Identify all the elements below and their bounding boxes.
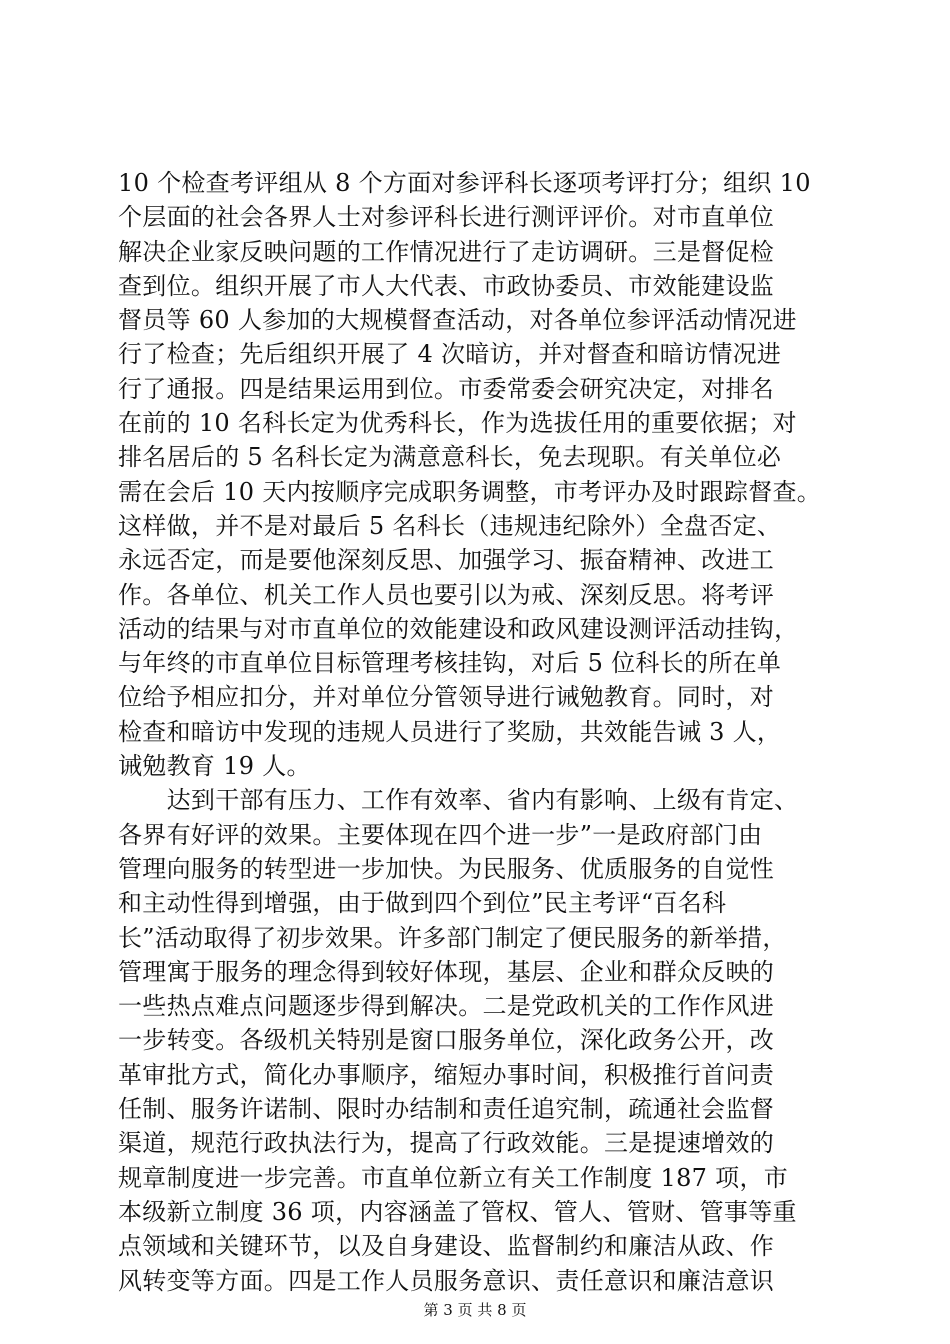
text-line: 革审批方式，简化办事顺序，缩短办事时间，积极推行首问责 (118, 1060, 775, 1089)
text-line: 解决企业家反映问题的工作情况进行了走访调研。三是督促检 (118, 237, 775, 266)
text-line: 个层面的社会各界人士对参评科长进行测评评价。对市直单位 (118, 203, 775, 232)
text-line: 长”活动取得了初步效果。许多部门制定了便民服务的新举措， (118, 923, 787, 952)
text-line: 永远否定，而是要他深刻反思、加强学习、振奋精神、改进工 (118, 546, 775, 575)
text-line: 排名居后的 5 名科长定为满意意科长，免去现职。有关单位必 (118, 443, 782, 472)
text-line: 达到干部有压力、工作有效率、省内有影响、上级有肯定、 (118, 786, 799, 815)
text-line: 管理寓于服务的理念得到较好体现，基层、企业和群众反映的 (118, 957, 775, 986)
text-line: 位给予相应扣分，并对单位分管领导进行诫勉教育。同时，对 (118, 683, 775, 712)
text-line: 需在会后 10 天内按顺序完成职务调整，市考评办及时跟踪督查。 (118, 477, 822, 506)
text-line: 一些热点难点问题逐步得到解决。二是党政机关的工作作风进 (118, 992, 775, 1021)
text-line: 和主动性得到增强，由于做到四个到位”民主考评“百名科 (118, 889, 727, 918)
text-line: 渠道，规范行政执法行为，提高了行政效能。三是提速增效的 (118, 1129, 775, 1158)
text-line: 行了通报。四是结果运用到位。市委常委会研究决定，对排名 (118, 374, 775, 403)
text-line: 检查和暗访中发现的违规人员进行了奖励，共效能告诫 3 人， (118, 717, 782, 746)
text-line: 行了检查；先后组织开展了 4 次暗访，并对督查和暗访情况进 (118, 340, 782, 369)
text-line: 活动的结果与对市直单位的效能建设和政风建设测评活动挂钩， (118, 614, 799, 643)
text-line: 一步转变。各级机关特别是窗口服务单位，深化政务公开，改 (118, 1026, 775, 1055)
text-line: 本级新立制度 36 项，内容涵盖了管权、管人、管财、管事等重 (118, 1197, 797, 1226)
text-line: 点领域和关键环节，以及自身建设、监督制约和廉洁从政、作 (118, 1232, 775, 1261)
text-line: 在前的 10 名科长定为优秀科长，作为选拔任用的重要依据；对 (118, 409, 797, 438)
text-line: 规章制度进一步完善。市直单位新立有关工作制度 187 项，市 (118, 1163, 789, 1192)
text-line: 管理向服务的转型进一步加快。为民服务、优质服务的自觉性 (118, 854, 775, 883)
text-line: 这样做，并不是对最后 5 名科长（违规违纪除外）全盘否定、 (118, 511, 782, 540)
page-footer: 第 3 页 共 8 页 (423, 1301, 527, 1319)
text-line: 督员等 60 人参加的大规模督查活动，对各单位参评活动情况进 (118, 306, 797, 335)
text-line: 作。各单位、机关工作人员也要引以为戒、深刻反思。将考评 (118, 580, 775, 609)
body-text (118, 166, 838, 1298)
text-line: 10 个检查考评组从 8 个方面对参评科长逐项考评打分；组织 10 (118, 169, 811, 197)
text-line: 与年终的市直单位目标管理考核挂钩，对后 5 位科长的所在单 (118, 649, 782, 678)
text-line: 查到位。组织开展了市人大代表、市政协委员、市效能建设监 (118, 271, 775, 300)
text-line: 任制、服务许诺制、限时办结制和责任追究制，疏通社会监督 (118, 1095, 775, 1124)
text-line: 各界有好评的效果。主要体现在四个进一步”一是政府部门由 (118, 820, 763, 849)
text-line: 风转变等方面。四是工作人员服务意识、责任意识和廉洁意识 (118, 1266, 775, 1295)
text-line: 诫勉教育 19 人。 (118, 752, 311, 781)
